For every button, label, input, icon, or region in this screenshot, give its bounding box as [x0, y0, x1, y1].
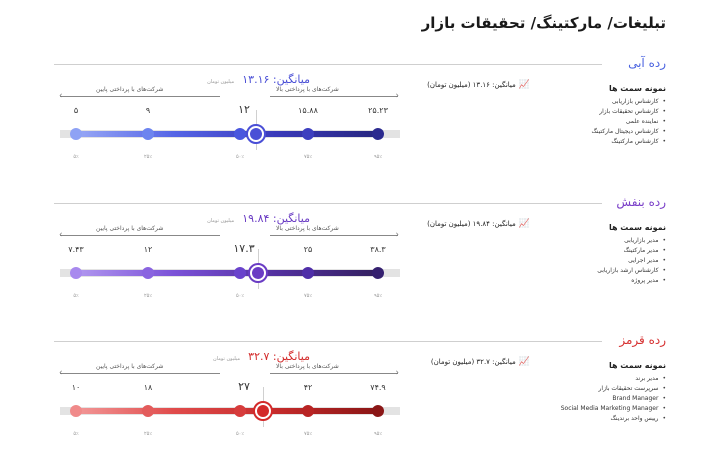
high-pay-arrow [270, 86, 399, 102]
band-header [54, 333, 666, 349]
percentile-dot [234, 128, 246, 140]
percentile-dot [70, 267, 82, 279]
percentile-label: ۲۵٪ [143, 293, 153, 299]
sample-roles [536, 361, 666, 424]
average-summary [400, 80, 530, 90]
median-heading [190, 345, 310, 364]
role-item: • کارشناس مارکتینگ [536, 137, 666, 147]
percentile-label: ۲۵٪ [143, 154, 153, 160]
median-label: میانگین: ۱۹.۸۴ [242, 212, 310, 225]
role-item: • مدیر پروژه [536, 276, 666, 286]
percentile-value: ۷۴.۹ [370, 383, 386, 392]
role-item: • رییس واحد برندینگ [536, 414, 666, 424]
percentile-dot [70, 128, 82, 140]
salary-scale [60, 103, 400, 176]
role-item: • مدیر اجرایی [536, 256, 666, 266]
median-label: میانگین: ۱۳.۱۶ [242, 73, 310, 86]
roles-list [536, 236, 666, 286]
median-heading [190, 68, 310, 87]
percentile-label: ۵٪ [73, 154, 79, 160]
salary-band-section [0, 333, 720, 450]
divider [54, 64, 602, 65]
roles-title: نمونه سمت ها [608, 223, 666, 232]
percentile-label: ۷۵٪ [303, 431, 313, 437]
band-title: رده قرمز [619, 333, 666, 347]
chart-icon: 📈 [518, 80, 530, 90]
percentile-value: ۱۷.۳ [233, 242, 255, 255]
median-unit: میلیون تومان [207, 79, 235, 85]
role-item: • کارشناس تحقیقات بازار [536, 107, 666, 117]
percentile-dot [70, 405, 82, 417]
arrow-right-icon: › [395, 230, 399, 240]
track-fill [72, 408, 378, 414]
band-header [54, 195, 666, 211]
percentile-dot [372, 267, 384, 279]
arrow-left-icon: ‹ [59, 230, 63, 240]
salary-scale [60, 380, 400, 450]
role-item: • کارشناس دیجیتال مارکتینگ [536, 127, 666, 137]
percentile-dot [142, 405, 154, 417]
role-item: • Brand Manager [536, 394, 666, 404]
median-heading [190, 207, 310, 226]
salary-band-section [0, 195, 720, 325]
percentile-value: ۱۵.۸۸ [298, 106, 318, 115]
percentile-dot [234, 267, 246, 279]
roles-list [536, 97, 666, 147]
percentile-value: ۲۵ [303, 245, 313, 254]
direction-arrows [60, 363, 398, 381]
divider [54, 341, 602, 342]
low-pay-label: شرکت‌های با پرداختی پایین [96, 225, 164, 232]
percentile-label: ۵٪ [73, 293, 79, 299]
average-summary [400, 219, 530, 229]
percentile-value: ۹ [145, 106, 151, 115]
median-unit: میلیون تومان [207, 218, 235, 224]
high-pay-label: شرکت‌های با پرداختی بالا [276, 363, 339, 370]
roles-title: نمونه سمت ها [608, 361, 666, 370]
percentile-label: ۵۰٪ [235, 154, 245, 160]
percentile-label: ۲۵٪ [143, 431, 153, 437]
low-pay-arrow [59, 363, 220, 379]
low-pay-label: شرکت‌های با پرداختی پایین [96, 363, 164, 370]
percentile-value: ۷.۴۳ [68, 245, 84, 254]
salary-band-section [0, 56, 720, 186]
chart-icon: 📈 [518, 219, 530, 229]
percentile-value: ۳۸.۳ [370, 245, 386, 254]
percentile-label: ۹۵٪ [373, 293, 383, 299]
percentile-label: ۹۵٪ [373, 154, 383, 160]
arrow-right-icon: › [395, 91, 399, 101]
arrow-left-icon: ‹ [59, 91, 63, 101]
percentile-value: ۱۸ [143, 383, 153, 392]
high-pay-arrow [270, 363, 399, 379]
track-fill [72, 270, 378, 276]
average-marker [248, 263, 268, 283]
band-title: رده آبی [628, 56, 666, 70]
arrow-right-icon: › [395, 368, 399, 378]
role-item: • کارشناس بازاریابی [536, 97, 666, 107]
low-pay-label: شرکت‌های با پرداختی پایین [96, 86, 164, 93]
percentile-dot [142, 128, 154, 140]
percentile-value: ۱۲ [238, 103, 250, 116]
sample-roles [536, 84, 666, 147]
arrow-left-icon: ‹ [59, 368, 63, 378]
percentile-dot [302, 128, 314, 140]
page-title: تبلیغات/ مارکتینگ/ تحقیقات بازار [421, 14, 666, 32]
median-unit: میلیون تومان [213, 356, 241, 362]
percentile-label: ۷۵٪ [303, 293, 313, 299]
direction-arrows [60, 225, 398, 243]
average-text: میانگین: ۱۹.۸۴ (میلیون تومان) [427, 220, 516, 228]
percentile-dot [234, 405, 246, 417]
chart-icon: 📈 [518, 357, 530, 367]
percentile-label: ۷۵٪ [303, 154, 313, 160]
percentile-label: ۵۰٪ [235, 431, 245, 437]
percentile-dot [372, 405, 384, 417]
high-pay-label: شرکت‌های با پرداختی بالا [276, 225, 339, 232]
role-item: • مدیر برند [536, 374, 666, 384]
average-marker [246, 124, 266, 144]
percentile-label: ۵۰٪ [235, 293, 245, 299]
low-pay-arrow [59, 86, 220, 102]
roles-title: نمونه سمت ها [608, 84, 666, 93]
role-item: • سرپرست تحقیقات بازار [536, 384, 666, 394]
percentile-dot [142, 267, 154, 279]
role-item: • Social Media Marketing Manager [536, 404, 666, 414]
salary-scale [60, 242, 400, 315]
percentile-value: ۲۷ [238, 380, 250, 393]
sample-roles [536, 223, 666, 286]
percentile-dot [372, 128, 384, 140]
track-fill [72, 131, 378, 137]
percentile-value: ۱۲ [143, 245, 153, 254]
average-summary [400, 357, 530, 367]
high-pay-label: شرکت‌های با پرداختی بالا [276, 86, 339, 93]
roles-list [536, 374, 666, 424]
band-title: رده بنفش [616, 195, 666, 209]
average-text: میانگین: ۳۲.۷ (میلیون تومان) [430, 358, 516, 366]
high-pay-arrow [270, 225, 399, 241]
role-item: • مدیر مارکتینگ [536, 246, 666, 256]
percentile-label: ۵٪ [73, 431, 79, 437]
percentile-value: ۱۰ [71, 383, 81, 392]
percentile-value: ۲۵.۲۳ [368, 106, 388, 115]
percentile-label: ۹۵٪ [373, 431, 383, 437]
median-label: میانگین: ۳۲.۷ [248, 350, 310, 363]
band-header [54, 56, 666, 72]
role-item: • نماینده علمی [536, 117, 666, 127]
average-text: میانگین: ۱۳.۱۶ (میلیون تومان) [427, 81, 516, 89]
percentile-dot [302, 267, 314, 279]
percentile-value: ۵ [73, 106, 79, 115]
percentile-dot [302, 405, 314, 417]
percentile-value: ۴۲ [303, 383, 313, 392]
role-item: • مدیر بازاریابی [536, 236, 666, 246]
average-marker [253, 401, 273, 421]
direction-arrows [60, 86, 398, 104]
low-pay-arrow [59, 225, 220, 241]
role-item: • کارشناس ارشد بازاریابی [536, 266, 666, 276]
divider [54, 203, 602, 204]
